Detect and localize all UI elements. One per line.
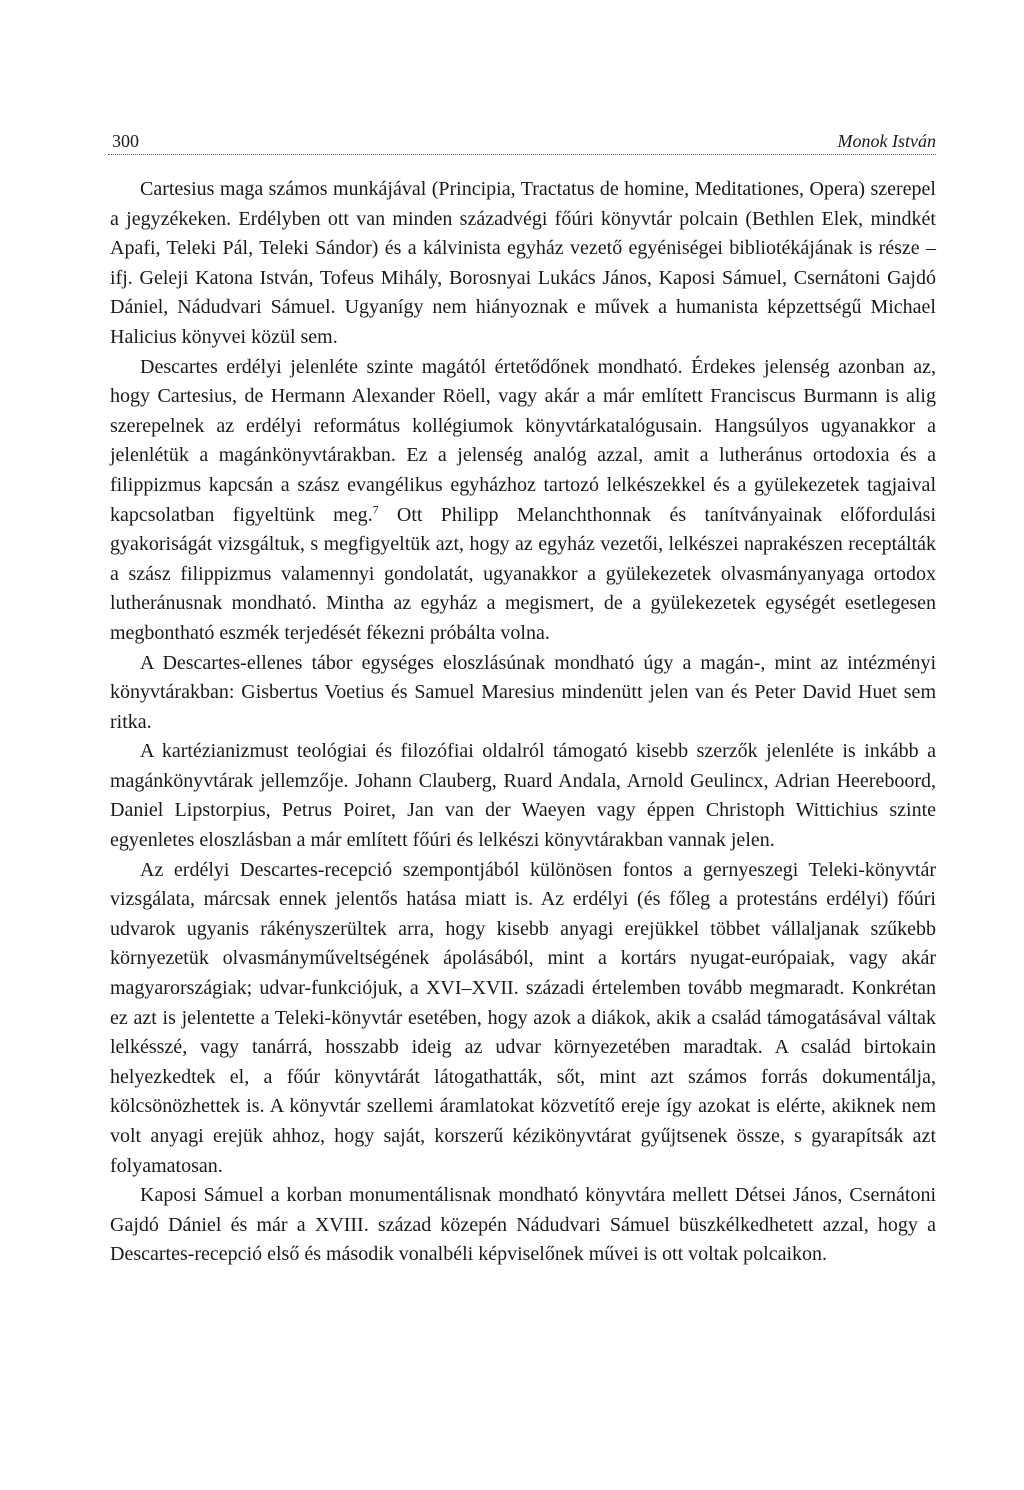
footnote-reference: 7 [372,501,379,516]
running-head [108,128,936,155]
paragraph-1: Cartesius maga számos munkájával (Principia, Tractatus de homine, Meditationes, Opera) szerepel a jegyzékeken. Erdélyben ott van minden századvégi főúri könyvtár polcain (Bethlen Elek, mindkét Apafi, Teleki Pál, Teleki Sándor) és a kálvinista egyház vezető egyéniségei bibliotékájának is része – ifj. Geleji Katona István, Tofeus Mihály, Borosnyai Lukács János, Kaposi Sámuel, Csernátoni Gajdó Dániel, Nádudvari Sámuel. Ugyanígy nem hiányoznak e művek a humanista képzettségű Michael Halicius könyvei közül sem. [110,178,936,348]
body-text [110,175,936,1270]
paragraph-2-text: Descartes erdélyi jelenléte szinte magától értetődőnek mondható. Érdekes jelenség azonban az, hogy Cartesius, de Hermann Alexander Röell, vagy akár a már említett Franciscus Burmann is alig szerepelnek az erdélyi református kollégiumok könyvtárkatalógusain. Hangsúlyos ugyanakkor a jelenlétük a magánkönyvtárakban. Ez a jelenség analóg azzal, amit a lutheránus ortodoxia és a filippizmus kapcsán a szász evangélikus egyházhoz tartozó lelkészekkel és a gyülekezetek tagjaival kapcsolatban figyeltünk meg. [110,355,936,526]
paragraph-6: Kaposi Sámuel a korban monumentálisnak mondható könyvtára mellett Détsei János, Csernátoni Gajdó Dániel és már a XVIII. század közepén Nádudvari Sámuel büszkélkedhetett azzal, hogy a Descartes-recepció első és második vonalbéli képviselőnek művei is ott voltak polcaikon. [110,1184,936,1266]
page-number: 300 [112,131,139,151]
paragraph-4: A kartézianizmust teológiai és filozófiai oldalról támogató kisebb szerzők jelenléte is inkább a magánkönyvtárak jellemzője. Johann Clauberg, Ruard Andala, Arnold Geulincx, Adrian Heereboord, Daniel Lipstorpius, Petrus Poiret, Jan van der Waeyen vagy éppen Christoph Wittichius szinte egyenletes eloszlásban a már említett főúri és lelkészi könyvtárakban vannak jelen. [110,740,936,852]
paragraph-5: Az erdélyi Descartes-recepció szempontjából különösen fontos a gernyeszegi Teleki-könyvtár vizsgálata, márcsak ennek jelentős hatása miatt is. Az erdélyi (és főleg a protestáns erdélyi) főúri udvarok ugyanis rákényszerültek arra, hogy kisebb anyagi erejükkel többet vállaljanak szűkebb környezetük olvasmányműveltségének ápolásából, mint a kortárs nyugat-európaiak, vagy akár magyarországiak; udvar-funkciójuk, a XVI–XVII. századi értelemben tovább megmaradt. Konkrétan ez azt is jelentette a Teleki-könyvtár esetében, hogy azok a diákok, akik a család támogatásával váltak lelkésszé, vagy tanárrá, hosszabb ideig az udvar környezetében maradtak. A család birtokain helyezkedtek el, a főúr könyvtárát látogathatták, sőt, mint azt számos forrás dokumentálja, kölcsönözhettek is. A könyvtár szellemi áramlatokat közvetítő ereje így azokat is elérte, akiknek nem volt anyagi erejük ahhoz, hogy saját, korszerű kézikönyvtárat gyűjtsenek össze, s gyarapítsák azt folyamatosan. [110,858,936,1177]
paragraph-3: A Descartes-ellenes tábor egységes eloszlásúnak mondható úgy a magán-, mint az intézményi könyvtárakban: Gisbertus Voetius és Samuel Maresius mindenütt jelen van és Peter David Huet sem ritka. [110,651,936,733]
running-head-author: Monok István [837,131,936,151]
paragraph-2-continuation: Ott Philipp Melanchthonnak és tanítványainak előfordulási gyakoriságát vizsgáltuk, s megfigyeltük azt, hogy az egyház vezetői, lelkészei naprakészen receptálták a szász filippizmus valamennyi gondolatát, ugyanakkor a gyülekezetek olvasmányanyaga ortodox lutheránusnak mondható. Mintha az egyház a megismert, de a gyülekezetek egységét esetlegesen megbontható eszmék terjedését fékezni próbálta volna. [110,503,936,644]
paragraph-2 [110,353,936,649]
